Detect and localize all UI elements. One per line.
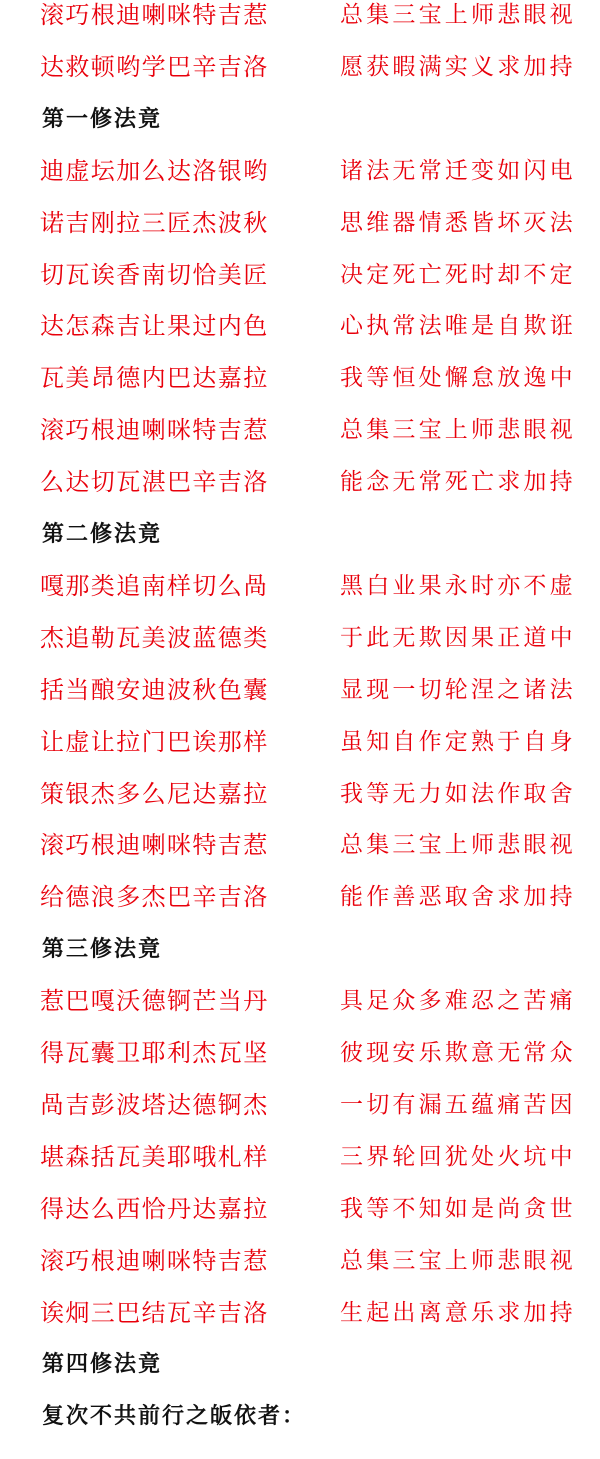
transliteration-text: 么达切瓦湛巴辛吉洛 (40, 468, 269, 497)
verse-line (0, 672, 600, 716)
transliteration-text: 迪虚坛加么达洛银哟 (40, 156, 269, 185)
section-heading: 第四修法竟 (42, 1351, 163, 1378)
translation-text: 总集三宝上师悲眼视 (340, 417, 576, 444)
transliteration-text: 策银杰多么尼达嘉拉 (40, 779, 269, 808)
transliteration-text: 诺吉刚拉三匠杰波秋 (40, 208, 269, 237)
transliteration-text: 瓦美昂德内巴达嘉拉 (40, 364, 269, 393)
section-heading: 第二修法竟 (42, 521, 163, 547)
translation-text: 一切有漏五蕴痛苦因 (340, 1091, 576, 1118)
section-heading: 第三修法竟 (42, 936, 163, 963)
translation-text: 总集三宝上师悲眼视 (340, 1247, 576, 1274)
verse-line (0, 205, 600, 249)
section-heading-line (0, 101, 600, 145)
transliteration-text: 咼吉彭波塔达德锕杰 (40, 1090, 269, 1119)
verse-line (0, 0, 600, 41)
verse-line (0, 1139, 600, 1183)
transliteration-text: 滚巧根迪喇咪特吉惹 (40, 416, 269, 445)
transliteration-text: 诶炯三巴结瓦辛吉洛 (40, 1298, 269, 1327)
transliteration-text: 滚巧根迪喇咪特吉惹 (40, 831, 269, 860)
transliteration-text: 给德浪多杰巴辛吉洛 (40, 883, 269, 912)
translation-text: 彼现安乐欺意无常众 (340, 1040, 576, 1066)
verse-line (0, 568, 600, 612)
translation-text: 总集三宝上师悲眼视 (340, 832, 576, 859)
translation-text: 能作善恶取舍求加持 (340, 884, 576, 911)
section-heading-line (0, 1398, 600, 1442)
transliteration-text: 嘎那类追南样切么咼 (40, 571, 269, 600)
section-heading: 复次不共前行之皈依者： (42, 1403, 307, 1430)
transliteration-text: 达救顿哟学巴辛吉洛 (40, 52, 269, 81)
section-heading-line (0, 1346, 600, 1390)
verse-line (0, 153, 600, 197)
verse-line (0, 1295, 600, 1339)
verse-line (0, 1191, 600, 1235)
translation-text: 能念无常死亡求加持 (340, 469, 576, 496)
transliteration-text: 让虚让拉门巴诶那样 (40, 727, 269, 756)
translation-text: 我等无力如法作取舍 (340, 780, 576, 807)
translation-text: 显现一切轮涅之诸法 (340, 676, 576, 703)
transliteration-text: 达怎森吉让果过内色 (40, 312, 269, 341)
translation-text: 决定死亡死时却不定 (340, 261, 576, 288)
verse-line (0, 776, 600, 820)
section-heading-line (0, 931, 600, 975)
translation-text: 生起出离意乐求加持 (340, 1299, 576, 1326)
translation-text: 总集三宝上师悲眼视 (340, 2, 576, 28)
verse-line (0, 983, 600, 1027)
section-heading-line (0, 516, 600, 560)
verse-line (0, 620, 600, 664)
translation-text: 思维器情悉皆坏灭法 (340, 209, 576, 236)
transliteration-text: 括当酿安迪波秋色囊 (40, 675, 269, 704)
transliteration-text: 堪森括瓦美耶哦札样 (40, 1142, 269, 1171)
transliteration-text: 惹巴嘎沃德锕芒当丹 (40, 987, 269, 1016)
section-heading: 第一修法竟 (42, 105, 163, 132)
translation-text: 我等不知如是尚贪世 (340, 1195, 576, 1222)
translation-text: 于此无欺因果正道中 (340, 624, 576, 651)
translation-text: 愿获暇满实义求加持 (340, 53, 576, 80)
verse-line (0, 257, 600, 301)
transliteration-text: 得达么西恰丹达嘉拉 (40, 1194, 269, 1223)
verse-line (0, 1087, 600, 1131)
translation-text: 诸法无常迁变如闪电 (340, 157, 576, 184)
transliteration-text: 得瓦囊卫耶利杰瓦坚 (40, 1039, 269, 1067)
translation-text: 我等恒处懈怠放逸中 (340, 365, 576, 392)
verse-line (0, 464, 600, 508)
verse-line (0, 49, 600, 93)
translation-text: 心执常法唯是自欺诳 (340, 313, 576, 340)
transliteration-text: 滚巧根迪喇咪特吉惹 (40, 1246, 269, 1275)
translation-text: 虽知自作定熟于自身 (340, 728, 576, 755)
verse-line (0, 724, 600, 768)
verse-line (0, 308, 600, 352)
verse-line (0, 1243, 600, 1287)
transliteration-text: 杰追勒瓦美波蓝德类 (40, 623, 269, 652)
verse-line (0, 412, 600, 456)
translation-text: 黑白业果永时亦不虚 (340, 572, 576, 599)
verse-line (0, 1035, 600, 1079)
verse-line (0, 360, 600, 404)
verse-line (0, 827, 600, 871)
transliteration-text: 切瓦诶香南切恰美匠 (40, 260, 269, 289)
translation-text: 具足众多难忍之苦痛 (340, 988, 576, 1015)
translation-text: 三界轮回犹处火坑中 (340, 1143, 576, 1170)
transliteration-text: 滚巧根迪喇咪特吉惹 (40, 1, 269, 29)
verse-line (0, 879, 600, 923)
